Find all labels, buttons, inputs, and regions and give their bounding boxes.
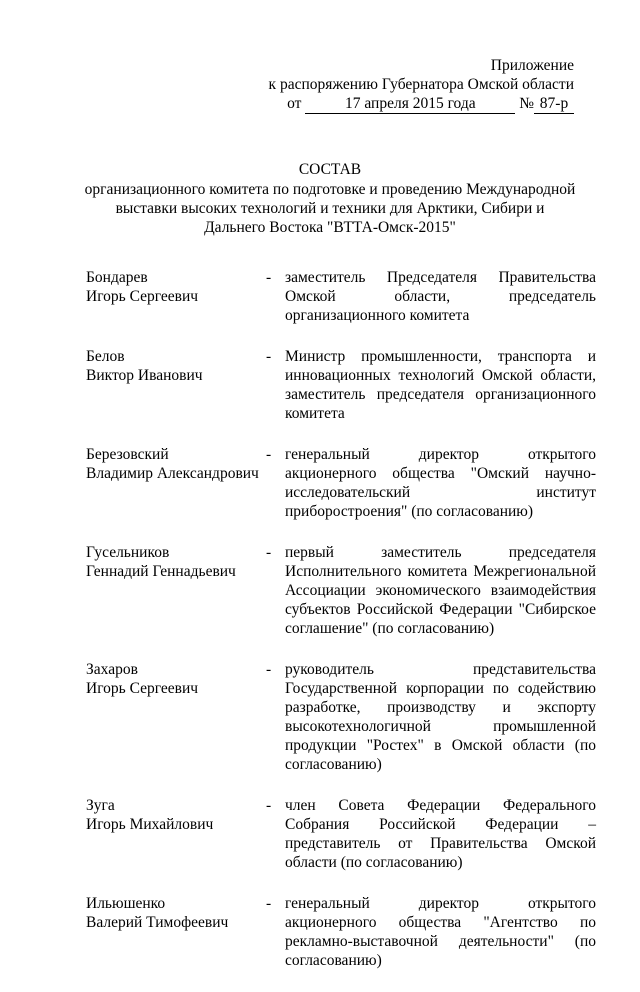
member-surname: Зуга: [86, 797, 115, 814]
member-given-names: Виктор Иванович: [86, 367, 203, 384]
member-row: [86, 796, 596, 872]
document-title: [60, 160, 600, 237]
dash: -: [266, 446, 272, 463]
member-name: [86, 660, 266, 774]
committee-members-list: [86, 268, 596, 992]
number-label: №: [519, 95, 534, 112]
dash: -: [266, 348, 272, 365]
order-number: 87-р: [534, 94, 574, 114]
member-name: [86, 796, 266, 872]
member-name: [86, 894, 266, 970]
from-label: от: [287, 95, 302, 112]
member-surname: Ильюшенко: [86, 895, 166, 912]
member-given-names: Игорь Сергеевич: [86, 288, 199, 305]
member-surname: Белов: [86, 348, 125, 365]
dash: -: [266, 661, 272, 678]
member-role: Министр промышленности, транспорта и инновационных технологий Омской области, заместитель председателя организационного комитета: [285, 348, 596, 422]
dash: -: [266, 797, 272, 814]
member-given-names: Валерий Тимофеевич: [86, 914, 229, 931]
member-row: [86, 894, 596, 970]
order-date-number: [269, 94, 574, 113]
title-line-1: организационного комитета по подготовке и проведению Международной: [84, 181, 576, 198]
member-name: [86, 268, 266, 325]
member-row: [86, 445, 596, 521]
member-role: первый заместитель председателя Исполнительного комитета Межрегиональной Ассоциации экономического взаимодействия субъектов Российской Федерации "Сибирское соглашение" (по согласованию): [285, 544, 596, 637]
member-surname: Гусельников: [86, 544, 170, 561]
member-row: [86, 543, 596, 638]
member-role: заместитель Председателя Правительства Омской области, председатель организационного комитета: [285, 269, 596, 324]
member-row: [86, 268, 596, 325]
member-role: генеральный директор открытого акционерного общества "Омский научно-исследовательский институт приборостроения" (по согласованию): [285, 446, 596, 520]
appendix-header: [269, 56, 574, 113]
member-given-names: Игорь Сергеевич: [86, 680, 199, 697]
dash: -: [266, 895, 272, 912]
order-date: 17 апреля 2015 года: [305, 94, 515, 114]
member-name: [86, 347, 266, 423]
member-surname: Бондарев: [86, 269, 148, 286]
member-role: генеральный директор открытого акционерного общества "Агентство по рекламно-выставочной деятельности" (по согласованию): [285, 895, 596, 969]
member-role: член Совета Федерации Федерального Собрания Российской Федерации – представитель от Правительства Омской области (по согласованию): [285, 797, 596, 871]
member-row: [86, 660, 596, 774]
dash: -: [266, 544, 272, 561]
title-line-3: Дальнего Востока "ВТТА-Омск-2015": [204, 219, 456, 236]
order-reference: к распоряжению Губернатора Омской области: [268, 76, 574, 93]
member-surname: Захаров: [86, 661, 138, 678]
member-name: [86, 445, 266, 521]
member-given-names: Геннадий Геннадьевич: [86, 563, 236, 580]
dash: -: [266, 269, 272, 286]
title-heading: СОСТАВ: [298, 161, 362, 178]
member-given-names: Игорь Михайлович: [86, 816, 214, 833]
appendix-label: Приложение: [490, 57, 574, 74]
member-role: руководитель представительства Государственной корпорации по содействию разработке, производству и экспорту высокотехнологичной промышленной продукции "Ростех" в Омской области (по согласованию): [285, 661, 596, 773]
member-given-names: Владимир Александрович: [86, 465, 259, 482]
member-row: [86, 347, 596, 423]
title-line-2: выставки высоких технологий и техники для Арктики, Сибири и: [115, 200, 545, 217]
member-name: [86, 543, 266, 638]
member-surname: Березовский: [86, 446, 169, 463]
